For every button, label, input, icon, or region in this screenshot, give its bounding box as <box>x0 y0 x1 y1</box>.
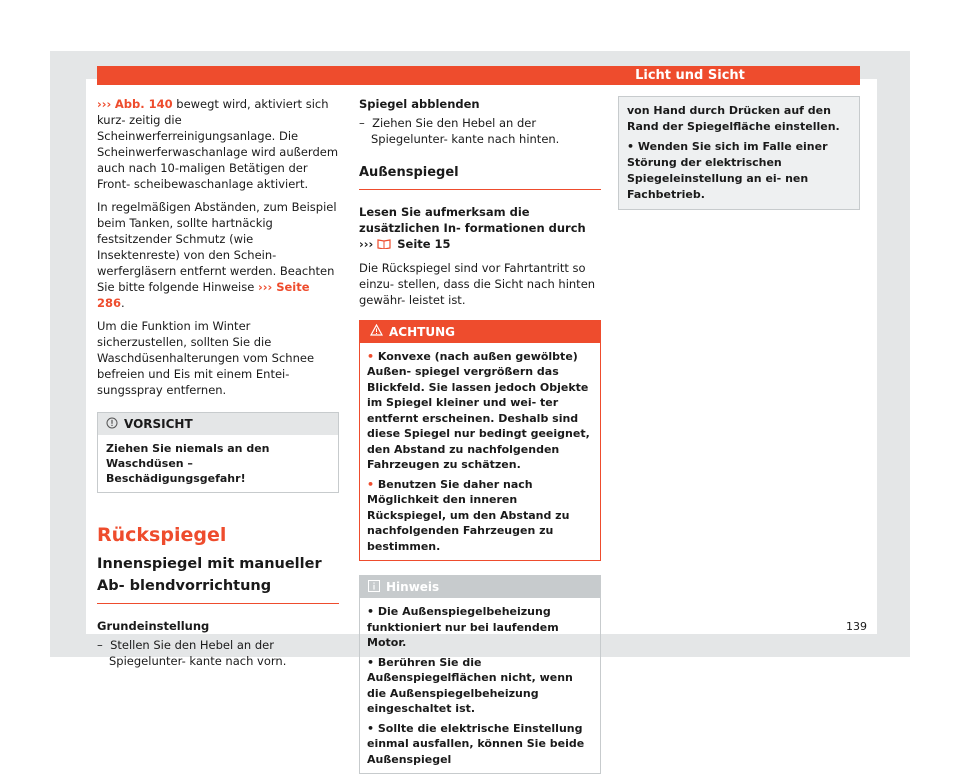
caution-box <box>97 412 339 493</box>
section-header <box>97 66 860 85</box>
grund-text: Stellen Sie den Hebel an der Spiegelunter- kante nach vorn. <box>109 638 287 668</box>
warning-triangle-icon <box>370 324 383 340</box>
abblenden-title: Spiegel abblenden <box>359 97 480 111</box>
warning-body <box>360 343 600 561</box>
aussenspiegel-title: Außenspiegel <box>359 165 601 190</box>
paragraph-2-end: . <box>121 296 125 310</box>
warning-title: ACHTUNG <box>389 324 455 339</box>
info-square-icon <box>368 580 380 596</box>
bullet: • <box>367 655 375 669</box>
paragraph-2-text: In regelmäßigen Abständen, zum Beispiel beim Tanken, sollte hartnäckig festsitzender Schmutz (wie Insektenreste) von den Schein- werfergläsern entfernt werden. Beachten Sie bitte folgende Hinweise <box>97 200 337 294</box>
page-number: 139 <box>846 620 867 633</box>
intro-text: Lesen Sie aufmerksam die zusätzlichen In- formationen durch ››› <box>359 205 586 251</box>
bullet: • <box>627 140 635 153</box>
column-1 <box>97 96 339 676</box>
abblenden-text: Ziehen Sie den Hebel an der Spiegelunter- kante nach hinten. <box>371 116 560 146</box>
figure-link[interactable]: Abb. 140 <box>114 97 173 111</box>
note-box <box>359 575 601 774</box>
section-title: Rückspiegel <box>97 524 227 546</box>
warning-item <box>367 349 593 473</box>
note-body <box>360 598 600 773</box>
warning-box <box>359 320 601 562</box>
note-item-text: Wenden Sie sich im Falle einer Störung der elektrischen Spiegeleinstellung an ei- nen Fachbetrieb. <box>627 140 828 201</box>
note-continuation-text: von Hand durch Drücken auf den Rand der Spiegelfläche einstellen. <box>627 104 840 133</box>
bullet: • <box>367 349 375 363</box>
grund-step <box>97 637 339 669</box>
paragraph-1-text: bewegt wird, aktiviert sich kurz- zeitig die Scheinwerferreinigungsanlage. Die Scheinwerferwaschanlage wird außerdem auch nach 10-maligen Betätigen der Front- scheibewaschanlage aktiviert. <box>97 97 339 191</box>
paragraph-3: Um die Funktion im Winter sicherzustellen, sollten Sie die Waschdüsenhalterungen vom Schnee befreien und Eis mit einem Entei- sungsspray entfernen. <box>97 319 315 397</box>
bullet: • <box>367 605 375 618</box>
warning-header <box>360 321 600 343</box>
caution-body: Ziehen Sie niemals an den Waschdüsen – Beschädigungsgefahr! <box>106 442 270 485</box>
caution-header <box>98 413 338 435</box>
grund-title: Grundeinstellung <box>97 619 210 633</box>
note-item-text: Die Außenspiegelbeheizung funktioniert nur bei laufendem Motor. <box>367 605 559 649</box>
bullet: • <box>367 477 375 491</box>
note-item <box>627 139 851 203</box>
note-title: Hinweis <box>386 580 440 594</box>
column-2 <box>359 96 601 774</box>
warning-item-text: Benutzen Sie daher nach Möglichkeit den inneren Rückspiegel, um den Abstand zu nachfolgenden Fahrzeugen zu bestimmen. <box>367 477 570 553</box>
dash: – <box>359 116 365 130</box>
caution-title: VORSICHT <box>124 417 193 431</box>
note-item-text: Berühren Sie die Außenspiegelflächen nicht, wenn die Außenspiegelbeheizung eingeschaltet ist. <box>367 655 573 715</box>
paragraph-1 <box>97 96 339 192</box>
intro-paragraph <box>359 204 601 253</box>
dash: – <box>97 638 103 652</box>
book-icon <box>377 237 391 253</box>
header-title: Licht und Sicht <box>635 68 745 83</box>
page-link-286[interactable]: ››› Seite 286 <box>97 280 310 310</box>
paragraph-2 <box>97 199 339 311</box>
subsection-title: Innenspiegel mit manueller Ab- blendvorrichtung <box>97 553 339 604</box>
column-3 <box>618 96 860 210</box>
note-header <box>360 576 600 598</box>
note-item-text: Sollte die elektrische Einstellung einmal ausfallen, können Sie beide Außenspiegel <box>367 721 585 766</box>
note-item <box>367 655 593 717</box>
arrow-ref: ››› <box>97 97 112 111</box>
note-item <box>367 604 593 651</box>
bullet: • <box>367 721 375 735</box>
abblenden-step <box>359 115 601 147</box>
note-continuation-box <box>618 96 860 210</box>
adjust-paragraph: Die Rückspiegel sind vor Fahrtantritt so einzu- stellen, dass die Sicht nach hinten gewähr- leistet ist. <box>359 260 596 307</box>
info-circle-icon <box>106 417 118 433</box>
warning-item-text: Konvexe (nach außen gewölbte) Außen- spiegel vergrößern das Blickfeld. Sie lassen jedoch Objekte im Spiegel kleiner und wei- ter entfernt erscheinen. Deshalb sind diese Spiegel nur bedingt geeignet, den Abstand zu nachfolgenden Fahrzeugen zu schätzen. <box>367 349 590 471</box>
note-item <box>367 721 593 768</box>
warning-item <box>367 477 593 555</box>
page-link-15[interactable]: Seite 15 <box>397 237 451 251</box>
